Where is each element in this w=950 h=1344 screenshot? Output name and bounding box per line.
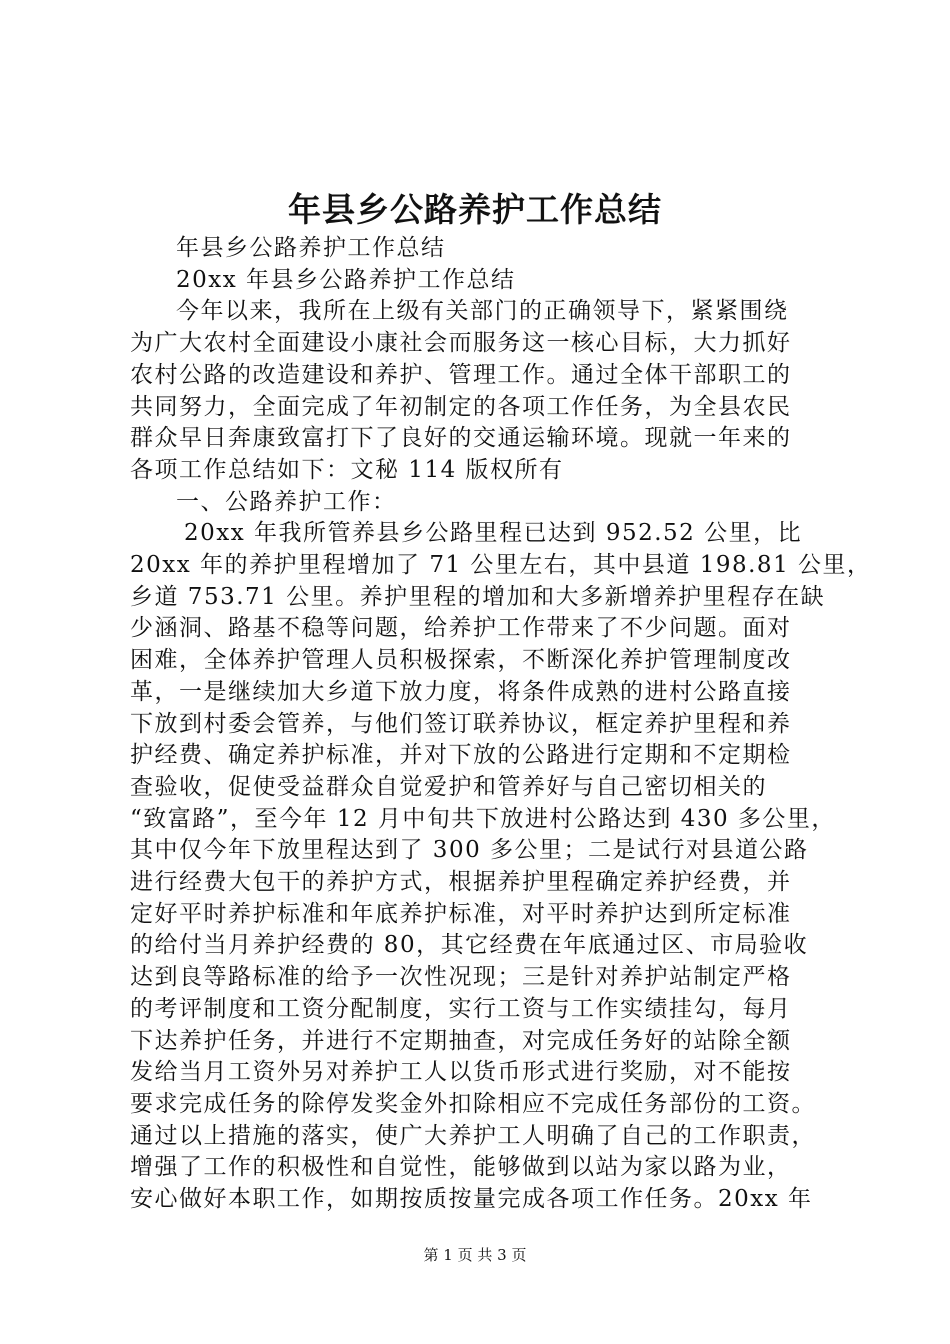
- body-line: 为广大农村全面建设小康社会而服务这一核心目标，大力抓好: [130, 330, 792, 357]
- body-line: 的给付当月养护经费的 80，其它经费在年底通过区、市局验收: [130, 932, 809, 959]
- body-line: 定好平时养护标准和年底养护标准，对平时养护达到所定标准: [130, 900, 792, 927]
- body-line: 革，一是继续加大乡道下放力度，将条件成熟的进村公路直接: [130, 678, 792, 705]
- document-body: [130, 233, 872, 1216]
- body-line: 下放到村委会管养，与他们签订联养协议，框定养护里程和养: [130, 710, 792, 737]
- body-line: 今年以来，我所在上级有关部门的正确领导下，紧紧围绕: [176, 298, 789, 325]
- body-line: 农村公路的改造建设和养护、管理工作。通过全体干部职工的: [130, 361, 792, 388]
- body-line: 通过以上措施的落实，使广大养护工人明确了自己的工作职责，: [130, 1122, 816, 1149]
- body-line: 增强了工作的积极性和自觉性，能够做到以站为家以路为业，: [130, 1154, 792, 1181]
- body-line: 其中仅今年下放里程达到了 300 多公里；二是试行对县道公路: [130, 837, 809, 864]
- page-footer: 第 1 页 共 3 页: [423, 1246, 527, 1264]
- body-line: “致富路”，至今年 12 月中旬共下放进村公路达到 430 多公里，: [130, 805, 836, 832]
- body-line: 进行经费大包干的养护方式，根据养护里程确定养护经费，并: [130, 869, 792, 896]
- body-line: 共同努力，全面完成了年初制定的各项工作任务，为全县农民: [130, 393, 792, 420]
- body-line: 护经费、确定养护标准，并对下放的公路进行定期和不定期检: [130, 742, 792, 769]
- body-line: 群众早日奔康致富打下了良好的交通运输环境。现就一年来的: [130, 425, 792, 452]
- section-heading: 一、公路养护工作：: [176, 488, 397, 515]
- body-line: 各项工作总结如下：文秘 114 版权所有: [130, 456, 564, 483]
- body-line: 20xx 年我所管养县乡公路里程已达到 952.52 公里，比: [184, 520, 803, 547]
- body-line: 要求完成任务的除停发奖金外扣除相应不完成任务部份的工资。: [130, 1090, 816, 1117]
- body-line: 安心做好本职工作，如期按质按量完成各项工作任务。20xx 年: [130, 1186, 813, 1213]
- body-line: 少涵洞、路基不稳等问题，给养护工作带来了不少问题。面对: [130, 615, 792, 642]
- body-line: 乡道 753.71 公里。养护里程的增加和大多新增养护里程存在缺: [130, 583, 826, 610]
- body-line: 年县乡公路养护工作总结: [176, 235, 446, 261]
- body-line: 达到良等路标准的给予一次性况现；三是针对养护站制定严格: [130, 964, 792, 991]
- body-line: 20xx 年县乡公路养护工作总结: [176, 266, 516, 293]
- body-line: 的考评制度和工资分配制度，实行工资与工作实绩挂勾，每月: [130, 995, 792, 1022]
- body-line: 查验收，促使受益群众自觉爱护和管养好与自己密切相关的: [130, 773, 767, 800]
- body-line: 发给当月工资外另对养护工人以货币形式进行奖励，对不能按: [130, 1059, 792, 1086]
- body-line: 下达养护任务，并进行不定期抽查，对完成任务好的站除全额: [130, 1027, 792, 1054]
- body-line: 20xx 年的养护里程增加了 71 公里左右，其中县道 198.81 公里，: [130, 552, 872, 579]
- document-title: 年县乡公路养护工作总结: [288, 190, 662, 229]
- body-line: 困难，全体养护管理人员积极探索，不断深化养护管理制度改: [130, 647, 792, 674]
